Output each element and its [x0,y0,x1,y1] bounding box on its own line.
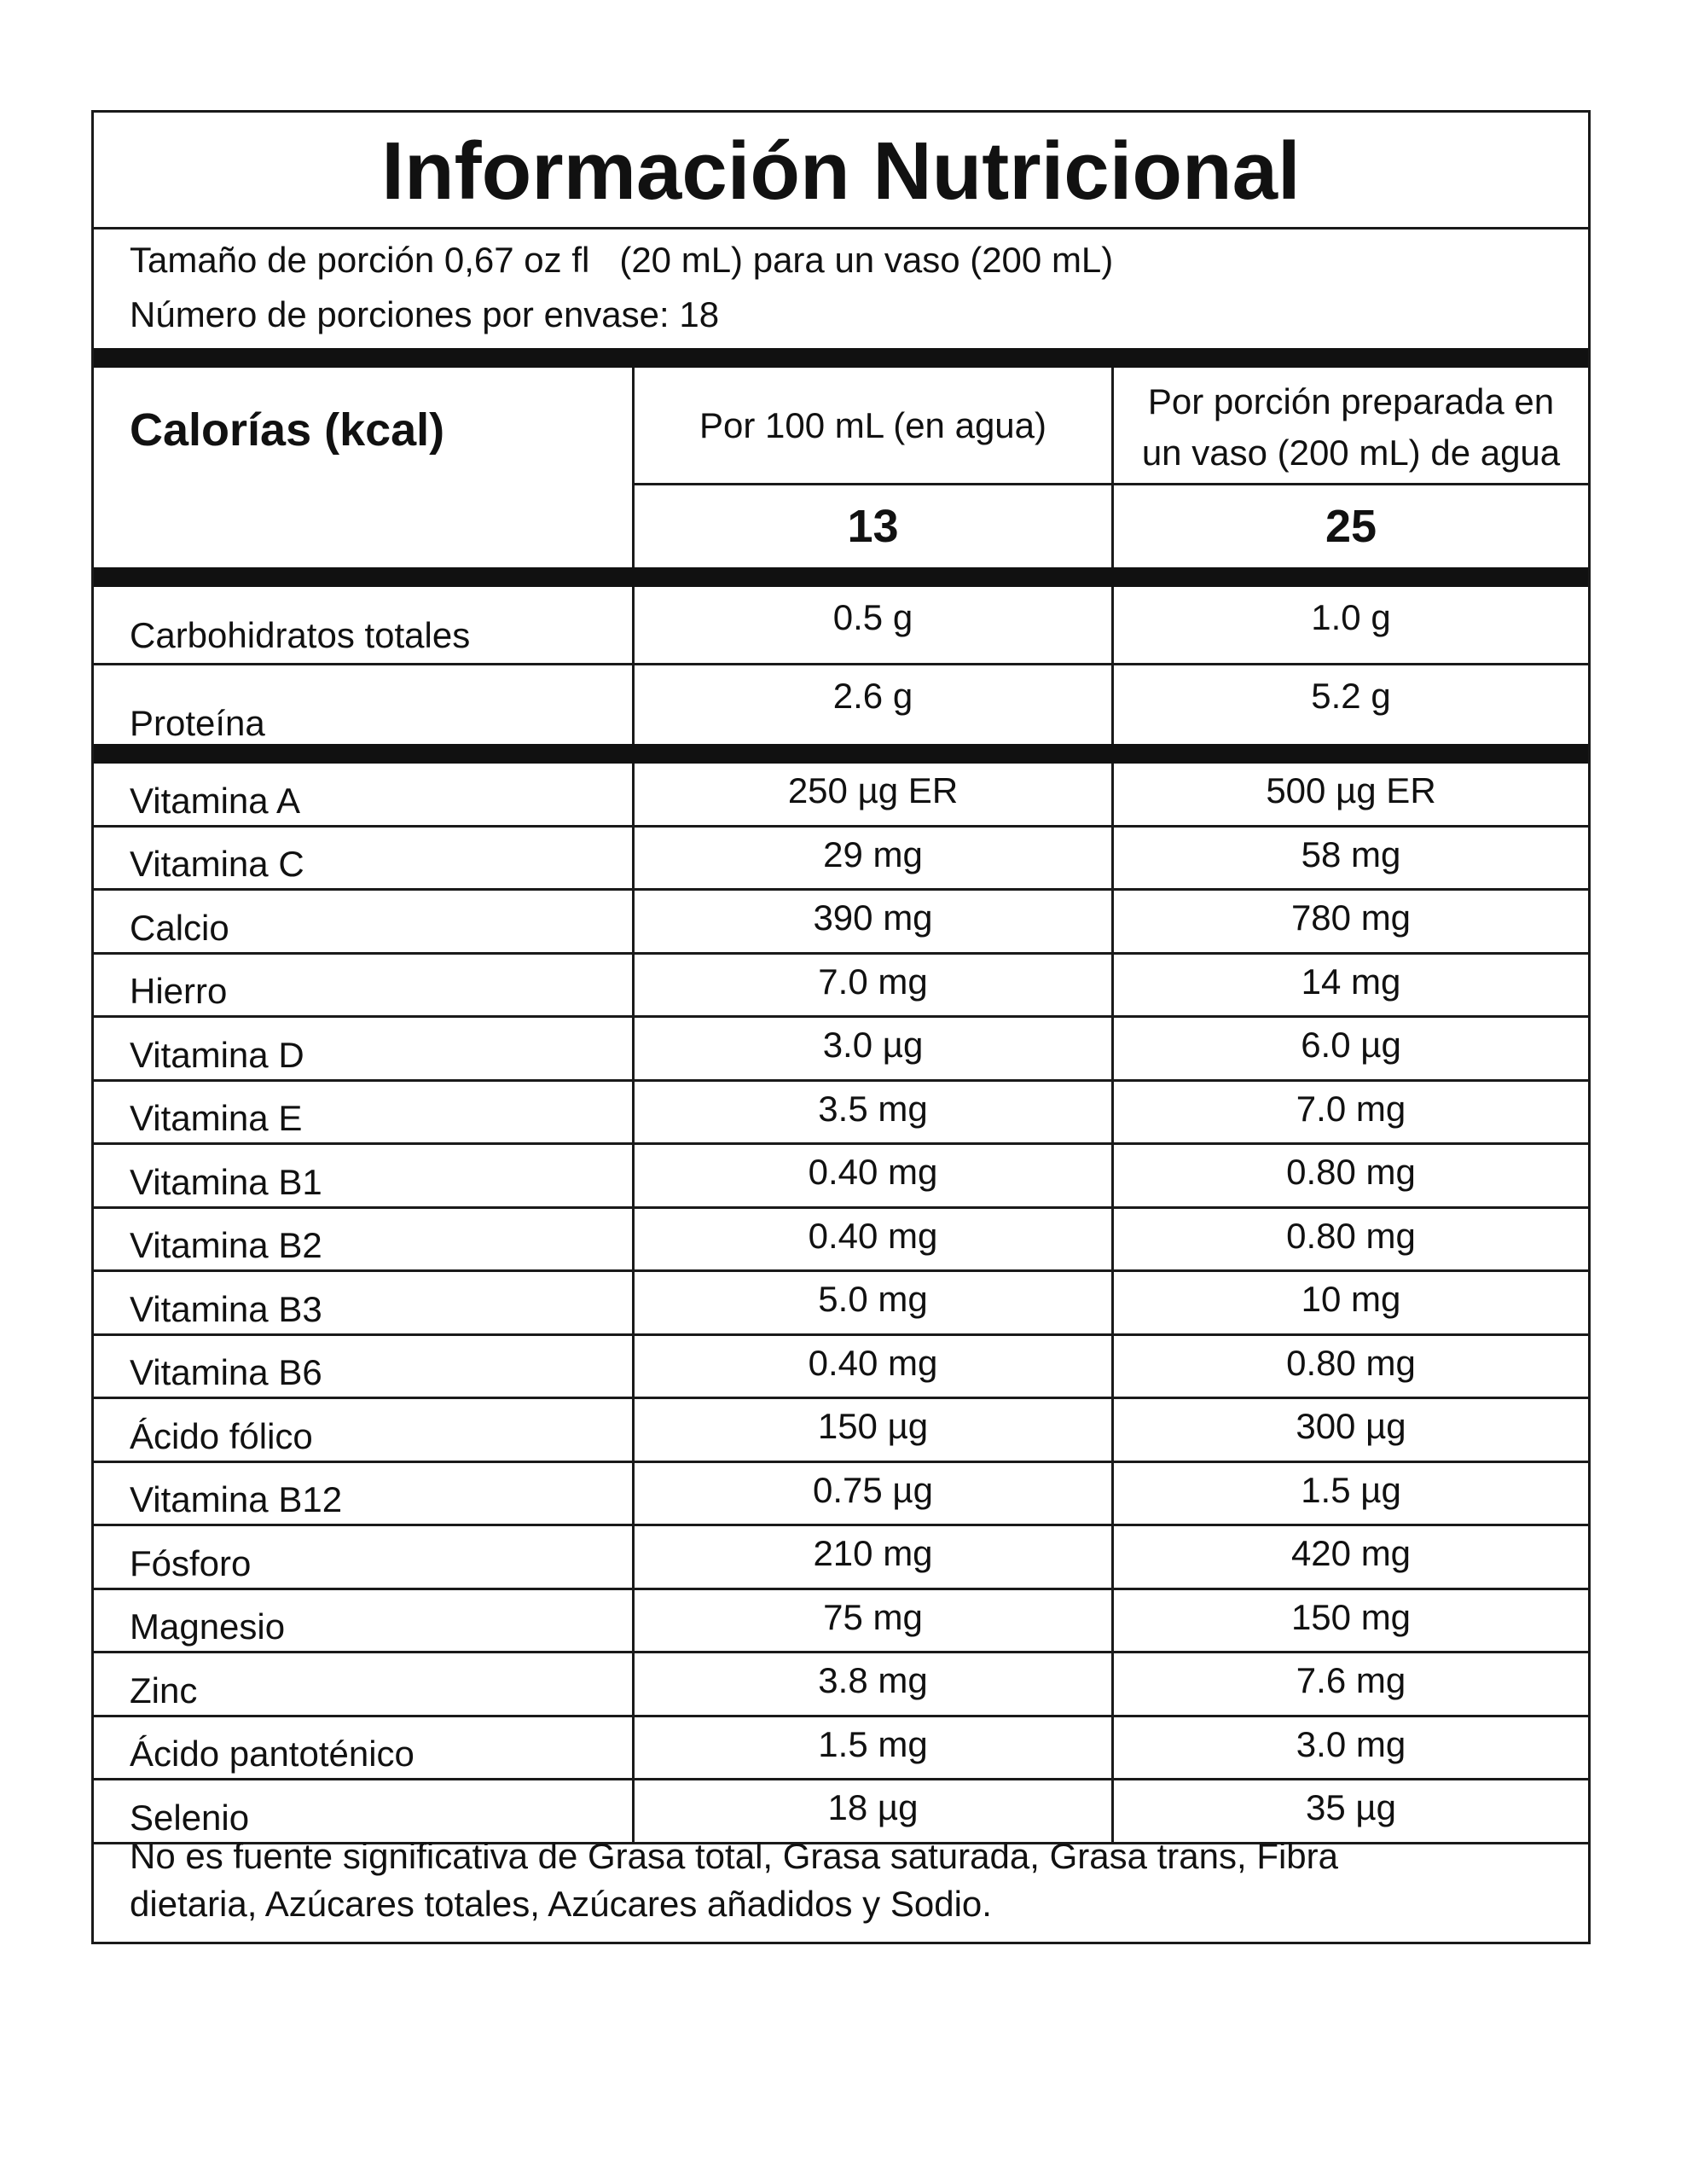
table-row [94,764,1588,828]
footer-line1: No es fuente significativa de Grasa total, Grasa saturada, Grasa trans, Fibra [130,1836,1339,1876]
nutrient-per100: 0.40 mg [808,1152,938,1192]
serving-info [94,229,1588,340]
nutrient-name: Vitamina B1 [130,1161,322,1202]
nutrient-per100: 5.0 mg [818,1279,928,1319]
macros-table [94,587,1588,756]
nutrient-name: Hierro [130,971,228,1011]
table-row [94,828,1588,892]
table-row [94,1526,1588,1590]
col-header-per-serving-line2: un vaso (200 mL) de agua [1141,433,1561,473]
calories-header-row [635,368,1588,485]
nutrient-name: Vitamina D [130,1034,304,1075]
nutrient-per-serving: 6.0 µg [1301,1025,1401,1065]
nutrient-name: Vitamina B12 [130,1479,343,1519]
nutrient-name: Vitamina B6 [130,1352,322,1392]
calories-label-cell [94,368,635,567]
nutrient-per-serving: 5.2 g [1311,676,1391,716]
table-row [94,1082,1588,1146]
calories-per-serving: 25 [1325,501,1377,552]
nutrient-per100: 0.40 mg [808,1342,938,1383]
thick-divider [94,567,1588,587]
calories-values-row [635,485,1588,567]
nutrient-per100: 3.8 mg [818,1660,928,1700]
nutrient-name: Calcio [130,907,229,948]
nutrient-name: Selenio [130,1797,250,1838]
serving-size: Tamaño de porción 0,67 oz fl (20 mL) para un vaso (200 mL) [130,240,1114,280]
nutrient-name: Ácido fólico [130,1415,313,1456]
nutrient-per-serving: 3.0 mg [1296,1723,1406,1764]
nutrient-name: Proteína [130,703,265,743]
nutrient-name: Vitamina A [130,780,301,821]
nutrient-per100: 3.5 mg [818,1088,928,1129]
nutrient-per100: 1.5 mg [818,1723,928,1764]
nutrient-per100: 3.0 µg [822,1025,924,1065]
nutrient-name: Vitamina C [130,844,304,884]
calories-block [94,368,1588,567]
nutrient-per-serving: 1.5 µg [1301,1469,1401,1510]
label-title: Información Nutricional [94,113,1588,229]
table-row [94,1399,1588,1463]
nutrient-per100: 150 µg [817,1406,929,1446]
nutrient-name: Carbohidratos totales [130,615,471,655]
table-row [94,1209,1588,1273]
micros-table [94,764,1588,1838]
nutrient-name: Zinc [130,1670,198,1711]
table-row [94,665,1588,744]
table-row [94,955,1588,1019]
col-header-per-serving [1114,376,1588,479]
footer-note [130,1833,1562,1928]
table-row [94,1590,1588,1654]
footer-line2: dietaria, Azúcares totales, Azúcares añadidos y Sodio. [130,1884,992,1924]
table-row [94,1336,1588,1400]
table-row [94,1272,1588,1336]
nutrient-name: Vitamina B3 [130,1288,322,1329]
nutrient-per100: 2.6 g [832,676,913,716]
nutrient-name: Ácido pantoténico [130,1734,415,1774]
nutrient-per-serving: 0.80 mg [1286,1152,1416,1192]
nutrient-per100: 390 mg [813,897,933,938]
nutrient-per100: 0.75 µg [813,1469,933,1510]
nutrient-name: Vitamina E [130,1098,303,1138]
nutrient-per-serving: 420 mg [1290,1533,1412,1573]
nutrient-per-serving: 35 µg [1306,1787,1396,1827]
nutrient-name: Fósforo [130,1542,252,1583]
nutrient-per-serving: 0.80 mg [1286,1342,1416,1383]
table-row [94,1653,1588,1717]
nutrient-per100: 0.5 g [832,597,913,637]
nutrition-label [91,110,1591,1944]
table-row [94,1717,1588,1781]
calories-per100: 13 [635,485,1114,567]
nutrient-per-serving: 7.6 mg [1296,1660,1406,1700]
col-header-per100: Por 100 mL (en agua) [635,368,1114,483]
thick-divider [94,348,1588,368]
table-row [94,891,1588,955]
nutrient-per-serving: 58 mg [1301,834,1401,874]
table-row [94,1018,1588,1082]
nutrient-per100: 29 mg [823,834,923,874]
calories-label: Calorías (kcal) [130,404,445,456]
nutrient-per-serving: 780 mg [1290,897,1412,938]
nutrient-per-serving: 300 µg [1296,1406,1406,1446]
nutrient-per-serving: 10 mg [1301,1279,1401,1319]
nutrient-name: Magnesio [130,1606,286,1647]
nutrient-per100: 18 µg [827,1787,919,1827]
table-row [94,587,1588,665]
nutrient-name: Vitamina B2 [130,1225,322,1265]
nutrient-per-serving: 500 µg ER [1266,770,1436,810]
nutrient-per-serving: 150 mg [1290,1596,1412,1637]
nutrient-per-serving: 1.0 g [1311,597,1391,637]
nutrient-per100: 250 µg ER [787,770,959,810]
nutrient-per-serving: 7.0 mg [1296,1088,1406,1129]
nutrient-per100: 0.40 mg [808,1215,938,1256]
col-header-per-serving-line1: Por porción preparada en [1147,381,1555,421]
nutrient-per-serving: 0.80 mg [1286,1215,1416,1256]
thick-divider [94,744,1588,764]
table-row [94,1145,1588,1209]
nutrient-per100: 75 mg [823,1596,923,1637]
table-row [94,1463,1588,1527]
servings-per-container: Número de porciones por envase: 18 [130,294,720,334]
nutrient-per100: 7.0 mg [818,961,928,1002]
nutrient-per100: 210 mg [813,1533,933,1573]
nutrient-per-serving: 14 mg [1301,961,1401,1002]
